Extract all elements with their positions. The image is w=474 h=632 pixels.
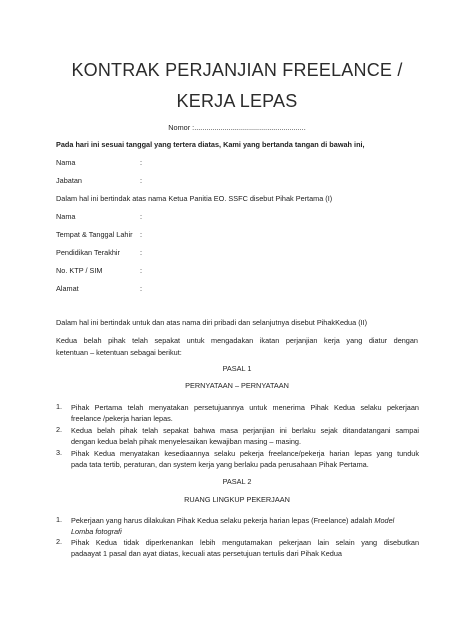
pasal1-subheading: PERNYATAAN – PERNYATAAN (185, 381, 289, 390)
party2-name-label: Nama (56, 212, 76, 221)
pasal2-item-number: 2. (56, 537, 63, 546)
pasal1-item-number: 2. (56, 425, 63, 434)
party2-statement: Dalam hal ini bertindak untuk dan atas nama diri pribadi dan selanjutnya disebut PihakKedua (II) (56, 318, 368, 327)
pasal1-item-line: Kedua belah pihak telah sepakat bahwa masa perjanjian ini berlaku sejak ditandatangani sampai (71, 426, 419, 435)
party2-id-label: No. KTP / SIM (56, 266, 103, 275)
pasal1-item-line: pada tata tertib, peraturan, dan system kerja yang berlaku pada perusahaan Pihak Pertama. (71, 460, 369, 470)
pasal2-item-italic-text: Model (374, 516, 395, 525)
party1-statement: Dalam hal ini bertindak atas nama Ketua Panitia EO. SSFC disebut Pihak Pertama (I) (56, 194, 333, 203)
pasal2-item-line: Pihak Kedua tidak diperkenankan lebih mengutamakan pekerjaan lain selain yang disebutkan (71, 538, 419, 547)
agreement-text-line-2: ketentuan – ketentuan sebagai berikut: (56, 348, 182, 357)
party1-name-label: Nama (56, 158, 76, 167)
pasal2-item-text: Pekerjaan yang harus dilakukan Pihak Kedua selaku pekerja harian lepas (Freelance) adalah (71, 516, 375, 525)
contract-title-line-2: KERJA LEPAS (176, 91, 298, 111)
party2-birth-colon: : (140, 230, 143, 239)
pasal1-heading: PASAL 1 (222, 364, 252, 373)
party2-name-colon: : (140, 212, 143, 221)
pasal1-item (71, 402, 419, 424)
pasal1-item-line: freelance /pekerja harian lepas. (71, 414, 173, 424)
agreement-text-line-1: Kedua belah pihak telah sepakat untuk mengadakan ikatan perjanjian kerja yang diatur dengan (56, 336, 418, 345)
pasal1-item-number: 3. (56, 448, 63, 457)
pasal1-item (71, 448, 419, 470)
party2-education-colon: : (140, 248, 143, 257)
party2-education-label: Pendidikan Terakhir (56, 248, 120, 257)
pasal2-item (71, 537, 419, 559)
pasal1-item-line: Pihak Kedua menyatakan kesediaannya selaku pekerja freelance/pekerja harian lepas yang tunduk (71, 449, 419, 458)
pasal1-item-line: dengan kedua belah pihak menyelesaikan kewajiban masing – masing. (71, 437, 302, 447)
party2-address-colon: : (140, 284, 143, 293)
pasal2-item (71, 515, 419, 537)
party2-address-label: Alamat (56, 284, 79, 293)
pasal2-item-line: padaayat 1 pasal dan ayat diatas, kecuali atas persetujuan tertulis dari Pihak Kedua (71, 549, 342, 559)
party1-name-colon: : (140, 158, 143, 167)
pasal2-item-italic-text: Lomba fotografi (71, 527, 122, 537)
pasal2-subheading: RUANG LINGKUP PEKERJAAN (184, 495, 290, 504)
pasal1-item-line: Pihak Pertama telah menyatakan persetujuannya untuk menerima Pihak Kedua selaku pekerjaan (71, 403, 419, 412)
pasal1-item (71, 425, 419, 447)
party1-position-label: Jabatan (56, 176, 82, 185)
contract-title-line-1: KONTRAK PERJANJIAN FREELANCE / (71, 60, 403, 80)
pasal2-item-number: 1. (56, 515, 63, 524)
contract-number: Nomor :....................................................... (168, 123, 306, 132)
party2-id-colon: : (140, 266, 143, 275)
pasal1-item-number: 1. (56, 402, 63, 411)
intro-statement: Pada hari ini sesuai tanggal yang tertera diatas, Kami yang bertanda tangan di bawah ini, (56, 140, 365, 149)
pasal2-heading: PASAL 2 (222, 477, 252, 486)
party2-birth-label: Tempat & Tanggal Lahir (56, 230, 133, 239)
party1-position-colon: : (140, 176, 143, 185)
